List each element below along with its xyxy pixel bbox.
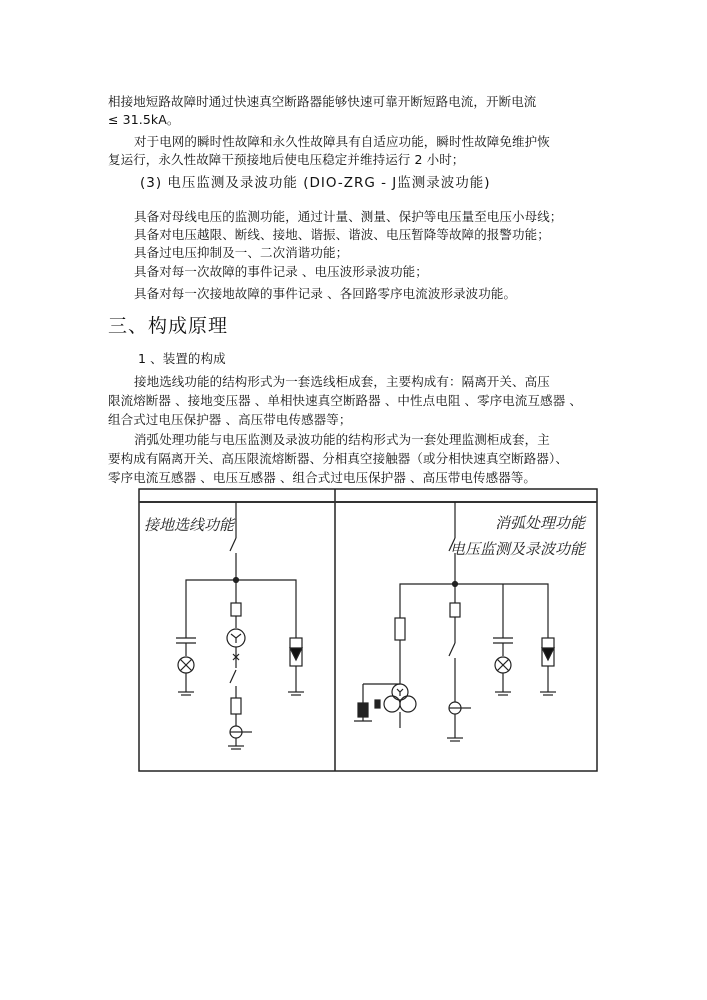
- fuse: [231, 603, 241, 616]
- right-panel-label-1: 消弧处理功能: [494, 514, 585, 532]
- circuit-diagram: [138, 488, 598, 772]
- resistor: [358, 703, 368, 717]
- paragraph-line: 要构成有隔离开关、高压限流熔断器、分相真空接触器（或分相快速真空断路器）、: [108, 451, 568, 466]
- list-item: 具备对每一次接地故障的事件记录 、各回路零序电流波形录波功能。: [134, 286, 517, 301]
- list-item: 具备对每一次故障的事件记录 、电压波形录波功能；: [134, 264, 428, 279]
- chapter-heading: 三、构成原理: [108, 315, 229, 337]
- paragraph-line: 相接地短路故障时通过快速真空断路器能够快速可靠开断短路电流，开断电流: [108, 94, 537, 109]
- isolating-switch: [230, 538, 236, 551]
- paragraph-line: ≤ 31.5kA。: [108, 112, 180, 127]
- paragraph-line: 限流熔断器 、接地变压器 、单相快速真空断路器 、中性点电阻 、零序电流互感器 、: [108, 393, 582, 408]
- paragraph-line: 消弧处理功能与电压监测及录波功能的结构形式为一套处理监测柜成套，主: [134, 432, 550, 447]
- right-panel-circuit: [354, 502, 556, 741]
- left-panel-label: 接地选线功能: [144, 516, 235, 534]
- list-item: 具备对母线电压的监测功能，通过计量、测量、保护等电压量至电压小母线；: [134, 209, 563, 224]
- paragraph-line: 组合式过电压保护器 、高压带电传感器等；: [108, 412, 352, 427]
- paragraph-line: 接地选线功能的结构形式为一套选线柜成套，主要构成有：隔离开关、高压: [134, 374, 550, 389]
- list-item: 具备对电压越限、断线、接地、谐振、谐波、电压暂降等故障的报警功能；: [134, 227, 550, 242]
- paragraph-line: 零序电流互感器 、电压互感器 、组合式过电压保护器 、高压带电传感器等。: [108, 470, 537, 485]
- vacuum-breaker: [230, 670, 236, 683]
- section-heading: (3) 电压监测及录波功能 (DIO-ZRG - J监测录波功能): [140, 175, 491, 191]
- fuse: [450, 603, 460, 617]
- vacuum-contactor: [449, 643, 455, 656]
- right-panel-label-2: 电压监测及录波功能: [449, 540, 585, 558]
- paragraph-line: 复运行，永久性故障干预接地后使电压稳定并维持运行 2 小时；: [108, 152, 465, 167]
- sub-heading: 1 、装置的构成: [138, 351, 226, 366]
- fuse: [395, 618, 405, 640]
- resistor: [231, 698, 241, 714]
- list-item: 具备过电压抑制及一、二次消谐功能；: [134, 245, 349, 260]
- left-panel-circuit: [176, 502, 304, 749]
- paragraph-line: 对于电网的瞬时性故障和永久性故障具有自适应功能，瞬时性故障免维护恢: [134, 134, 550, 149]
